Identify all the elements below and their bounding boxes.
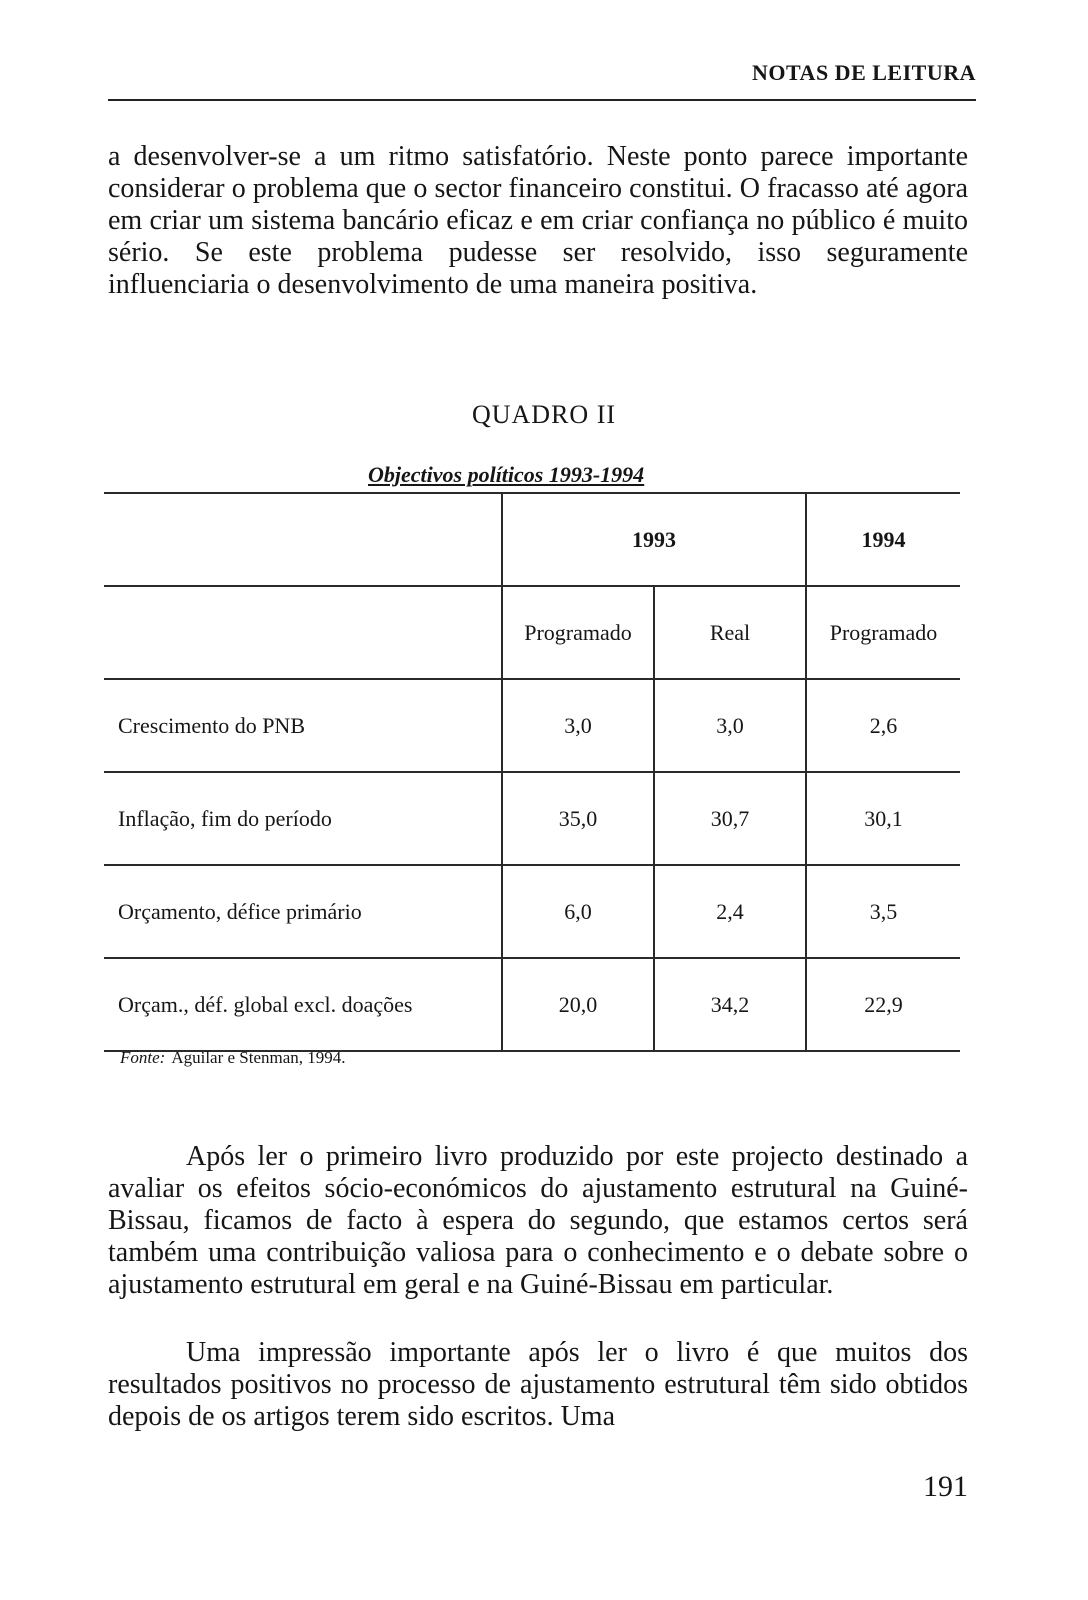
policy-objectives-table (104, 492, 960, 1052)
page-number: 191 (923, 1470, 968, 1503)
empty-corner-cell (104, 493, 502, 586)
table-subtitle: Objectivos políticos 1993-1994 (368, 462, 645, 487)
running-header: NOTAS DE LEITURA (752, 60, 976, 85)
cell-real-1993: 30,7 (654, 772, 806, 865)
cell-programado-1993: 6,0 (502, 865, 654, 958)
table-row (104, 958, 960, 1051)
cell-programado-1994: 30,1 (806, 772, 960, 865)
cell-programado-1993: 3,0 (502, 679, 654, 772)
header-year-1994: 1994 (806, 493, 960, 586)
table-source (120, 1048, 346, 1068)
header-year-1993: 1993 (502, 493, 806, 586)
paragraph-2: Após ler o primeiro livro produzido por este projecto destinado a avaliar os efeitos sócio-económicos do ajustamento estrutural na Guiné-Bissau, ficamos de facto à espera do segundo, que estamos certos será também uma contribuição valiosa para o conhecimento e o debate sobre o ajustamento estrutural em geral e na Guiné-Bissau em particular. (108, 1141, 968, 1300)
table-header-years (104, 493, 960, 586)
source-label: Fonte: (120, 1048, 166, 1067)
cell-programado-1993: 35,0 (502, 772, 654, 865)
cell-programado-1994: 2,6 (806, 679, 960, 772)
cell-programado-1994: 22,9 (806, 958, 960, 1051)
header-programado-1994: Programado (806, 586, 960, 679)
row-label: Orçamento, défice primário (118, 898, 362, 924)
table-header-subcolumns (104, 586, 960, 679)
header-programado-1993: Programado (502, 586, 654, 679)
header-rule (108, 99, 976, 101)
cell-programado-1994: 3,5 (806, 865, 960, 958)
source-text: Aguilar e Stenman, 1994. (171, 1048, 346, 1067)
cell-real-1993: 3,0 (654, 679, 806, 772)
paragraph-1: a desenvolver-se a um ritmo satisfatório. Neste ponto parece importante considerar o problema que o sector financeiro constitui. O fracasso até agora em criar um sistema bancário eficaz e em criar confiança no público é muito sério. Se este problema pudesse ser resolvido, isso seguramente influenciaria o desenvolvimento de uma maneira positiva. (108, 141, 968, 300)
empty-label-cell (104, 586, 502, 679)
cell-real-1993: 34,2 (654, 958, 806, 1051)
row-label: Orçam., déf. global excl. doações (118, 991, 413, 1017)
table-row (104, 772, 960, 865)
row-label: Inflação, fim do período (118, 805, 332, 831)
paragraph-3: Uma impressão importante após ler o livro é que muitos dos resultados positivos no processo de ajustamento estrutural têm sido obtidos depois de os artigos terem sido escritos. Uma (108, 1337, 968, 1432)
table-row (104, 679, 960, 772)
cell-programado-1993: 20,0 (502, 958, 654, 1051)
table-row (104, 865, 960, 958)
header-real-1993: Real (654, 586, 806, 679)
cell-real-1993: 2,4 (654, 865, 806, 958)
row-label: Crescimento do PNB (118, 712, 305, 738)
table-title: QUADRO II (471, 400, 617, 429)
